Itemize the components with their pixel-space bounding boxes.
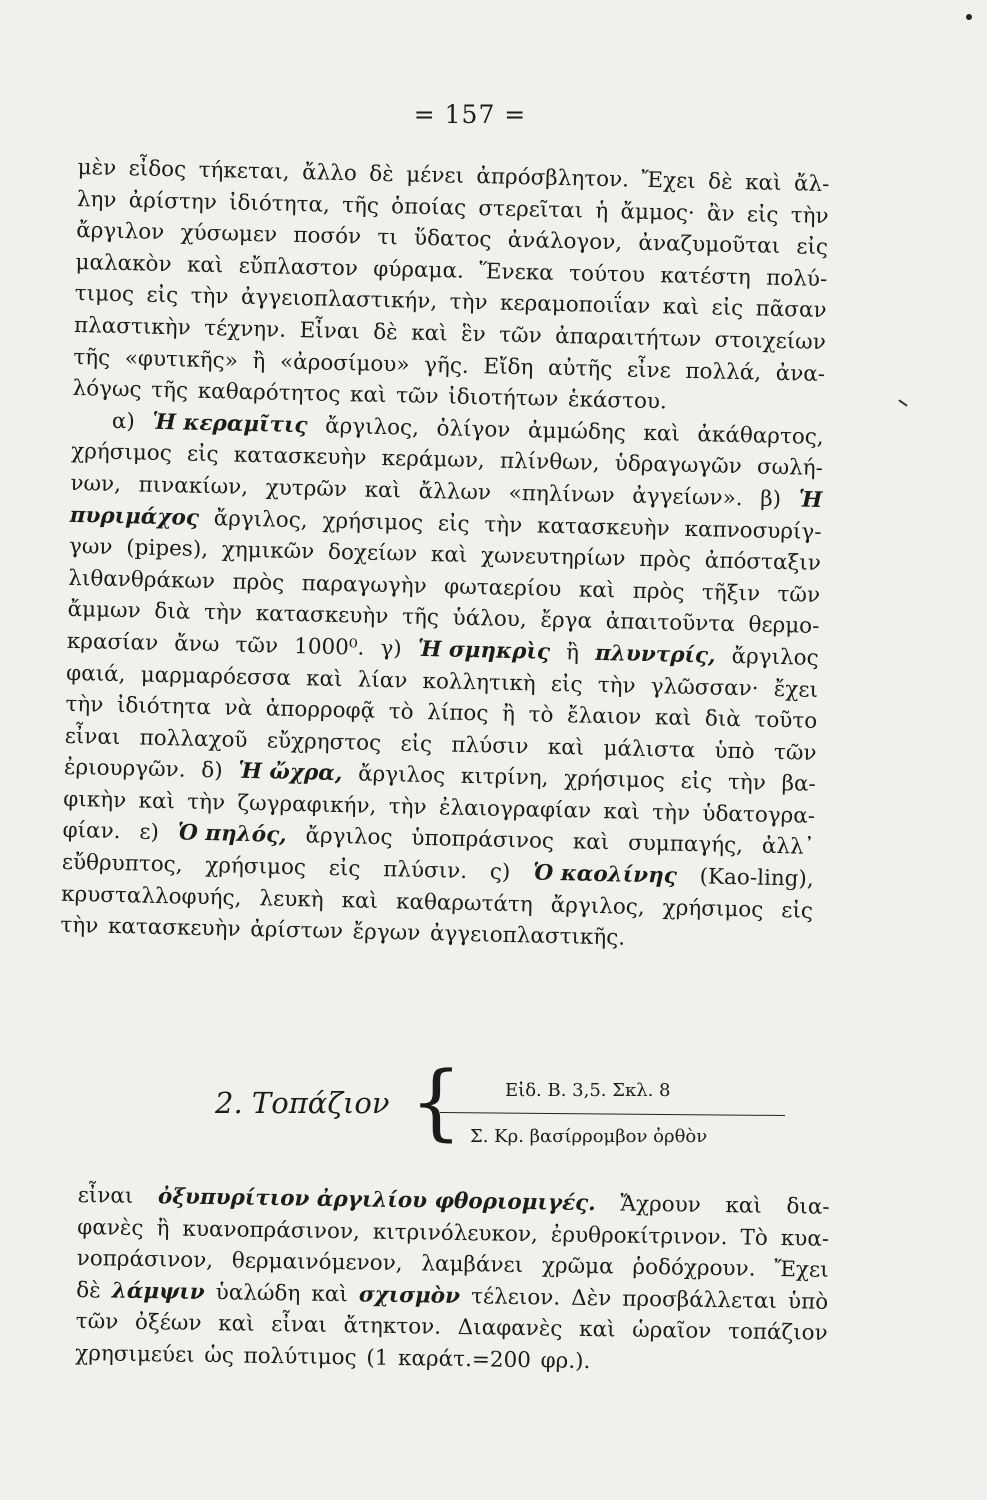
word: εἰς <box>146 282 179 309</box>
word: (pipes), <box>126 535 209 563</box>
word: ἀπαραιτήτων <box>554 323 702 353</box>
word: καράτ.=200 <box>397 1346 532 1374</box>
page-number: = 157 = <box>413 100 527 129</box>
word: ἀγγείων». <box>631 483 743 512</box>
word: ἄργιλος <box>731 643 819 671</box>
word: καὶ <box>341 887 379 914</box>
word: τῶν <box>773 739 817 766</box>
word: φύραμα. <box>373 256 465 284</box>
word: (1 <box>366 1345 389 1371</box>
word: ἄμμος· <box>620 198 696 226</box>
word: εἰς <box>328 855 361 882</box>
section-heading-topaz <box>215 1055 815 1150</box>
word: πολλά, <box>685 358 762 386</box>
word: ζωγραφικήν, <box>237 790 377 819</box>
word: πλύσιν. <box>382 857 468 885</box>
word: κατασκευὴν <box>107 914 241 943</box>
word: εἰς <box>400 731 433 757</box>
crystal-system: Σ. Κρ. βασίρρομβον ὀρθὸν <box>470 1126 708 1147</box>
word: «ἀροσίμου» <box>279 349 410 378</box>
word: χρησιμεύει <box>75 1340 195 1368</box>
word: ποσόν <box>293 223 362 250</box>
word: καὶ <box>662 294 700 321</box>
word: κατασκευὴν <box>536 513 670 542</box>
word: ἄργιλος, <box>324 413 420 441</box>
word: λιθανθράκων <box>68 565 216 594</box>
word: ς) <box>489 859 511 886</box>
word: ἢ <box>501 701 516 728</box>
word: ἀπορροφᾷ <box>265 696 376 724</box>
word: β) <box>759 486 782 512</box>
word: τὴν <box>727 770 767 797</box>
word: τὴν <box>484 511 523 538</box>
word: καὶ <box>654 705 692 732</box>
word: γλῶσσαν· <box>650 673 759 702</box>
word: πολύ- <box>765 265 828 292</box>
word: ἔλαιον <box>566 703 642 731</box>
word: εἰς <box>796 234 829 261</box>
word: ἀλλ᾽ <box>761 834 815 861</box>
word: λαμβάνει <box>421 1251 524 1279</box>
word: φωταερίου <box>443 574 562 602</box>
word: τῶν <box>395 383 439 410</box>
word: τὴν <box>790 202 829 229</box>
word: νων, <box>70 470 122 497</box>
word: τὴν <box>388 794 427 820</box>
word: χρήσιμος <box>563 766 666 794</box>
word: α) <box>111 408 136 435</box>
word: εἰς <box>711 295 744 322</box>
word: νοπράσινον, <box>76 1246 214 1274</box>
word: εὔθρυπτος, <box>61 849 183 878</box>
word: εὔπλαστον <box>238 253 359 282</box>
word: ἔργα <box>540 607 593 635</box>
word: Ὁ καολίνης <box>532 860 678 889</box>
word: «φυτικῆς» <box>124 345 239 374</box>
word: κεραμοποιΐαν <box>499 290 651 320</box>
word: καὶ <box>138 788 176 815</box>
word: τὴν <box>597 672 636 699</box>
word: χυτρῶν <box>265 475 348 503</box>
word: ἀναζυμοῦται <box>638 230 781 260</box>
word: πλίνθων, <box>499 448 600 477</box>
word: τὴν <box>203 600 243 627</box>
word: αὐτῆς <box>547 355 613 382</box>
word: πρὸς <box>638 546 692 574</box>
word: τιμος <box>74 281 135 308</box>
word: Δὲν <box>570 1285 612 1312</box>
word: τέλειον. <box>470 1283 561 1311</box>
word: Ἡ σμηκρὶς <box>417 636 551 665</box>
word: τοῦτο <box>754 707 818 735</box>
word: σωλή- <box>756 454 824 482</box>
word: πρὸς <box>232 569 285 596</box>
word: εἰς <box>781 897 814 924</box>
word: κυανοπράσινον, <box>182 1216 361 1245</box>
word: λην <box>76 186 117 213</box>
word: ἢ <box>156 1215 170 1242</box>
word: δὲ <box>707 169 733 195</box>
word: τήκεται, <box>198 157 290 185</box>
word: ἀνάλογον, <box>507 227 623 256</box>
word: (Kao-ling), <box>699 864 814 892</box>
word: χρήσιμος <box>322 508 424 536</box>
word: τῶν <box>235 632 279 659</box>
word: κολλητικὴ <box>422 668 537 697</box>
word: ἄλλο <box>301 160 358 187</box>
word: δὲ <box>76 1277 101 1304</box>
word: πᾶσαν <box>755 296 827 324</box>
word: μὲν <box>77 154 117 181</box>
word: κατασκευὴν <box>233 442 367 471</box>
word: διὰ <box>704 706 742 733</box>
word: Εἶναι <box>299 318 361 345</box>
specific-gravity-hardness: Εἰδ. Β. 3,5. Σκλ. 8 <box>505 1080 671 1101</box>
word: καὶ <box>744 170 782 196</box>
word: θερμο- <box>748 612 820 640</box>
word: Ἕνεκα <box>479 258 555 286</box>
word: ὑποπράσινος <box>411 826 555 855</box>
word: στοιχείων <box>714 327 827 355</box>
word: ἀμμώδης <box>527 418 627 446</box>
word: τῶν <box>777 581 821 608</box>
word: καὶ <box>572 829 610 856</box>
word: εὔχρηστος <box>266 728 382 756</box>
word: εἰς <box>550 671 583 698</box>
word: τὸ <box>528 702 554 729</box>
word: εἰς <box>437 510 470 537</box>
word: ἄργιλος, <box>213 505 308 533</box>
word: ἢ <box>252 348 266 374</box>
word: εἶναι <box>271 1312 328 1339</box>
word: τῆξιν <box>701 579 761 607</box>
word: ἀγγειοπλαστικῆς. <box>429 921 626 951</box>
word: εἰς <box>186 441 219 468</box>
word: ἀκάθαρτος, <box>697 421 824 450</box>
word: ἀπόσταξιν <box>704 548 822 577</box>
word: διὰ <box>154 599 191 625</box>
word: τὴν <box>65 691 104 718</box>
word: λάμψιν <box>111 1278 205 1305</box>
word: φανὲς <box>77 1214 144 1241</box>
word: καὶ <box>547 734 585 761</box>
word: ἡ <box>595 198 609 224</box>
word: εἶναι <box>77 1182 134 1209</box>
main-text <box>60 152 830 959</box>
word: καὶ <box>186 252 224 279</box>
word: κιτρινόλευκον, <box>372 1219 539 1247</box>
word: εἶναι <box>64 723 121 750</box>
word: φικὴν <box>63 786 127 814</box>
word: τῶν <box>75 1309 119 1336</box>
word: κεράμων, <box>381 446 486 474</box>
ink-speck <box>966 14 972 20</box>
word: ὑάλου, <box>452 605 528 633</box>
paragraph-clay-types <box>60 405 824 959</box>
word: μένει <box>405 162 465 189</box>
word: μάλιστα <box>603 735 696 763</box>
word: Ὁ πηλός, <box>177 820 287 849</box>
word: θερμαινόμενον, <box>231 1248 403 1277</box>
word: τὴν <box>190 283 229 310</box>
word: ἀνα- <box>775 360 826 387</box>
word: τέχνην. <box>203 315 287 343</box>
word: τοπάζιον <box>727 1319 828 1347</box>
word: ἰδιότητα, <box>228 190 331 218</box>
word: ἄργιλος <box>357 761 446 789</box>
word: χρῶμα <box>541 1253 614 1280</box>
word: καὶ <box>364 477 402 504</box>
word: χρήσιμος <box>70 439 173 467</box>
word: χημικῶν <box>221 537 315 565</box>
word: καὶ <box>311 1281 348 1308</box>
word: δὲ <box>369 161 395 188</box>
word: πινακίων, <box>138 472 249 500</box>
word: ὕδατος <box>413 225 492 253</box>
word: κατασκευὴν <box>255 601 389 630</box>
word: ἢ <box>565 640 580 666</box>
word: Ἔχει <box>774 1257 829 1283</box>
word: ἄργιλος, <box>550 892 645 920</box>
word: καὶ <box>349 382 387 409</box>
word: κρασίαν <box>66 628 159 656</box>
word: ὑδραγωγῶν <box>614 451 743 480</box>
word: καὶ <box>578 577 616 604</box>
word: τῆς <box>73 344 111 371</box>
word: βα- <box>781 771 817 798</box>
word: κρυσταλλοφυής, <box>60 881 242 911</box>
word: πυριμάχος <box>69 502 200 531</box>
word: Ἡ ὤχρα, <box>238 759 343 787</box>
word: πολύτιμος <box>243 1343 357 1371</box>
word: τὴν <box>651 800 691 826</box>
word: Ἄχρουν <box>620 1191 702 1218</box>
word: ὡραῖον <box>632 1318 712 1345</box>
word: ἰδιοτήτων <box>448 384 559 413</box>
word: εἰς <box>746 201 779 228</box>
word: τὴν <box>449 289 488 316</box>
word: λίπος <box>426 700 489 727</box>
word: στερεῖται <box>478 195 584 224</box>
word: τῆς <box>150 377 189 404</box>
word: ὑπὸ <box>787 1288 829 1315</box>
word: Ἔχει <box>641 167 697 195</box>
paragraph-clay-properties <box>72 152 830 422</box>
word: Τὸ <box>740 1225 768 1251</box>
word: καὶ <box>643 420 681 447</box>
word: «πηλίνων <box>508 480 615 509</box>
word: πλυντρίς, <box>594 640 716 669</box>
word: ὁποίας <box>390 193 467 221</box>
word: κιτρίνη, <box>460 764 549 792</box>
word: καπνοσυρίγ- <box>684 516 822 545</box>
word: ἓν <box>460 321 486 348</box>
word: γ) <box>380 635 403 662</box>
paragraph-topaz <box>75 1180 830 1381</box>
word: δὲ <box>372 319 398 346</box>
word: μαλακὸν <box>75 249 172 277</box>
word: τούτου <box>568 260 646 288</box>
word: φαιά, <box>65 660 126 687</box>
word: χρήσιμος <box>662 895 764 923</box>
margin-mark <box>898 399 907 406</box>
word: ἄλ- <box>793 171 830 198</box>
word: φίαν. <box>62 818 121 845</box>
word: τι <box>377 225 399 251</box>
word: ὀξυπυρίτιον ἀργιλίου φθοριομιγές. <box>157 1184 596 1217</box>
word: ἐλαιογραφίαν <box>438 795 592 824</box>
word: λίαν <box>357 666 408 694</box>
word: εἰς <box>680 769 713 795</box>
word: ὑδατογρα- <box>702 801 816 829</box>
word: καὶ <box>410 320 448 347</box>
word: χρήσιμος <box>205 853 307 881</box>
word: ἀπρόσβλητον. <box>476 164 630 193</box>
word: καὶ <box>578 1317 616 1343</box>
word: γῆς. <box>423 352 470 379</box>
word: ἄργιλος <box>305 823 393 851</box>
word: ἰδιότητα <box>116 693 212 721</box>
word: ἄμμων <box>67 597 141 624</box>
word: καθαρότητος <box>197 378 341 408</box>
word: πολλαχοῦ <box>139 725 248 753</box>
word: ἐριουργῶν. <box>63 755 186 783</box>
word: τῆς <box>341 192 380 219</box>
word: ἄργιλον <box>75 218 165 246</box>
word: ὡς <box>204 1342 235 1369</box>
word: ἔργων <box>352 919 421 947</box>
word: ἐρυθροκίτρινον. <box>550 1222 728 1250</box>
word: τὴν <box>60 913 99 939</box>
word: προσβάλλεται <box>622 1286 778 1314</box>
word: ὑαλώδη <box>215 1279 301 1307</box>
word: λόγως <box>72 376 142 403</box>
section-title: 2. Τοπάζιον <box>215 1086 390 1120</box>
word: τῆς <box>401 604 440 631</box>
word: τὸ <box>388 699 414 725</box>
word: ὑπὸ <box>714 738 755 765</box>
word: φρ.). <box>540 1348 591 1375</box>
word: εἶνε <box>626 357 672 384</box>
word: 1000⁰. <box>293 633 365 661</box>
word: καὶ <box>305 665 343 692</box>
word: νὰ <box>224 695 253 722</box>
word: ἄνω <box>174 631 220 658</box>
word: κατέστη <box>660 263 752 291</box>
word: ὀλίγον <box>436 415 511 443</box>
word: Διαφανὲς <box>457 1315 563 1343</box>
word: καὶ <box>430 542 468 569</box>
word: ε) <box>139 820 160 846</box>
word: ἀγγειοπλαστικήν, <box>240 285 438 315</box>
word: δ) <box>201 758 223 784</box>
word: κυα- <box>780 1225 830 1252</box>
word: ἔχει <box>773 676 819 703</box>
word: συμπαγής, <box>627 831 744 859</box>
word: σχισμὸν <box>358 1282 461 1309</box>
topaz-text <box>75 1180 830 1381</box>
word: ἄλλων <box>418 478 492 506</box>
word: χωνευτηρίων <box>480 543 626 572</box>
word: πλύσιν <box>451 732 529 760</box>
word: πλαστικὴν <box>73 312 191 341</box>
word: καὶ <box>725 1193 763 1219</box>
word: ῥοδόχρουν. <box>632 1254 756 1282</box>
word: εἶδος <box>128 156 187 183</box>
word: παραγωγὴν <box>301 570 427 599</box>
word: Εἴδη <box>483 353 534 380</box>
word: μαρμαρόεσσα <box>140 662 292 691</box>
word: καὶ <box>217 1311 255 1338</box>
word: ἄτηκτον. <box>343 1313 442 1341</box>
word: πρὸς <box>632 578 685 605</box>
word: Ἡ <box>798 487 823 513</box>
word: χύσωμεν <box>180 220 278 248</box>
word: τῶν <box>498 322 542 349</box>
word: λευκὴ <box>259 885 324 913</box>
word: ἀρίστων <box>249 917 344 945</box>
word: καθαρωτάτη <box>395 889 534 918</box>
word: Ἡ κεραμῖτις <box>152 409 308 439</box>
word: ἂν <box>706 200 735 227</box>
word: ἀπαιτοῦντα <box>605 609 736 638</box>
brace-glyph: { <box>410 1055 463 1150</box>
word: ὀξέων <box>134 1310 202 1337</box>
word: γων <box>68 534 113 561</box>
word: ἑκάστου. <box>567 387 668 415</box>
word: τὴν <box>187 789 226 816</box>
word: ἀρίστην <box>128 187 218 215</box>
word: καὶ <box>603 798 641 825</box>
fraction-rule <box>440 1112 785 1116</box>
word: δοχείων <box>327 539 418 567</box>
word: δια- <box>786 1194 830 1220</box>
